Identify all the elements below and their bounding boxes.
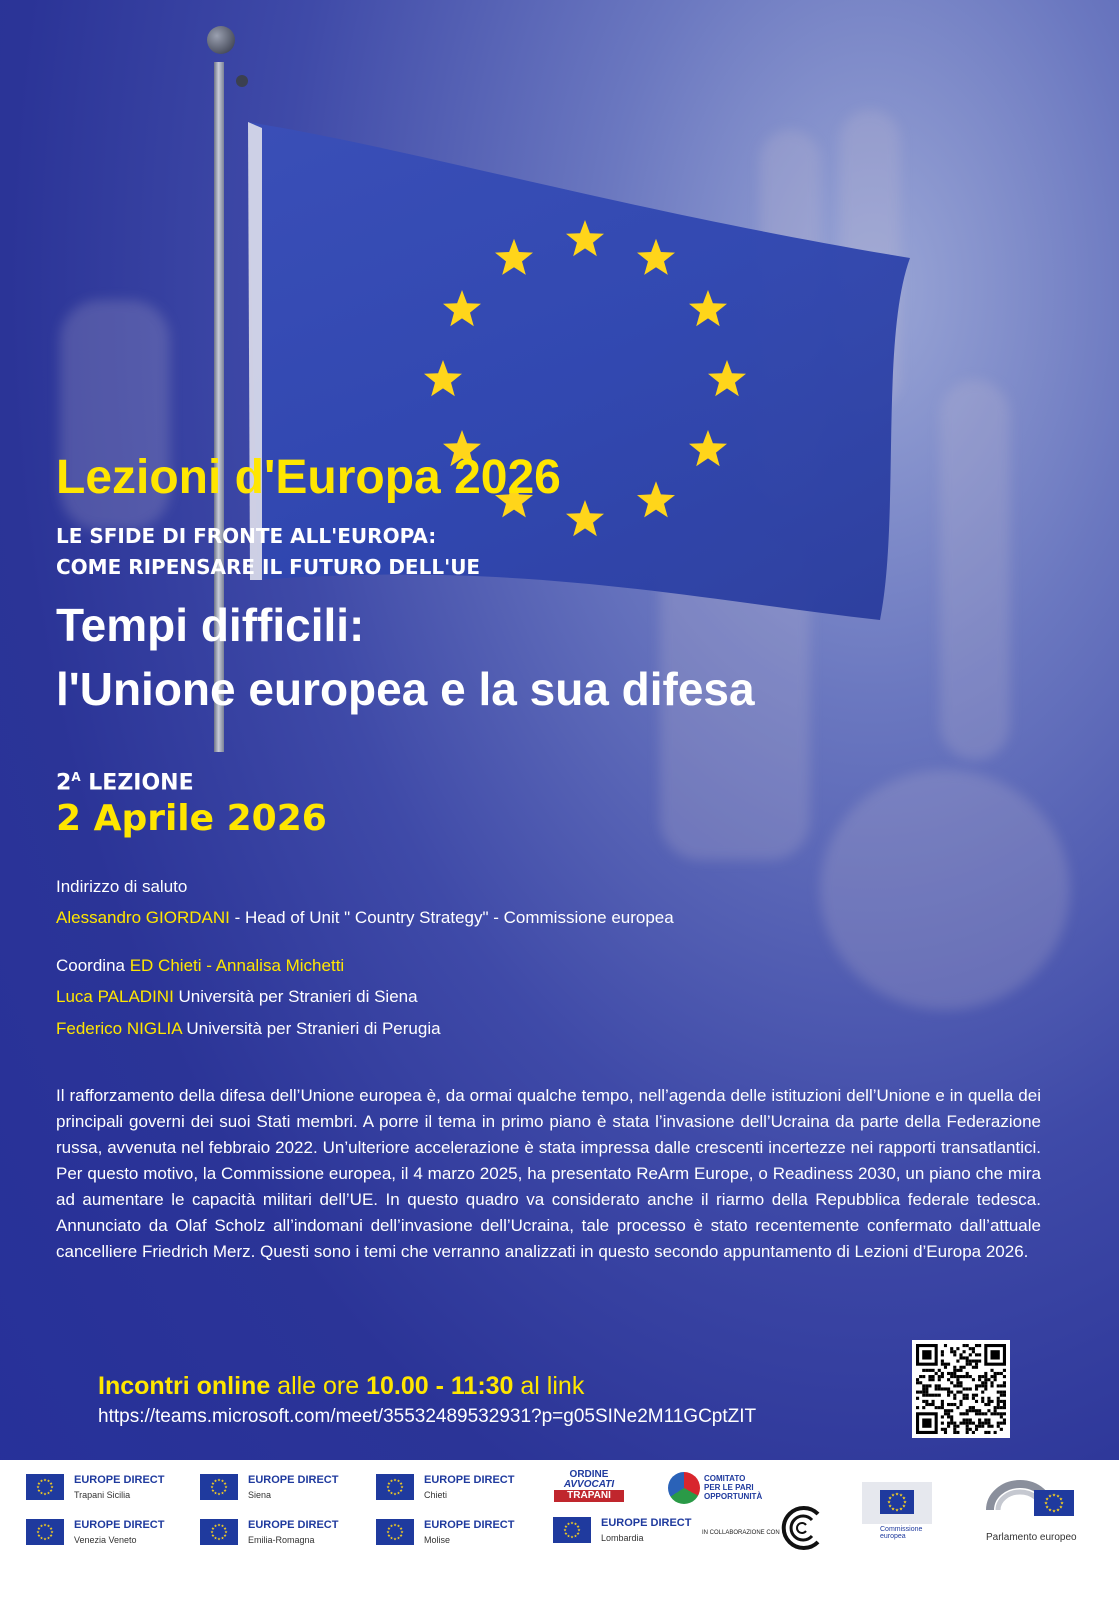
eu-mini-star (397, 1524, 400, 1527)
eu-mini-star (37, 1527, 40, 1530)
eu-mini-star (221, 1537, 224, 1540)
eu-flag-icon (553, 1517, 591, 1543)
eu-flag-icon (26, 1519, 64, 1545)
greeting-label: Indirizzo di saluto (56, 877, 188, 896)
eu-mini-star (397, 1537, 400, 1540)
eu-mini-star (221, 1479, 224, 1482)
lesson-headline-line2: l'Unione europea e la sua difesa (56, 663, 755, 715)
lesson-headline-line1: Tempi difficili: (56, 599, 365, 651)
eu-mini-star (218, 1478, 221, 1481)
eu-mini-star (214, 1479, 217, 1482)
eu-mini-star (51, 1530, 54, 1533)
eu-mini-star (387, 1530, 390, 1533)
eu-mini-star (574, 1522, 577, 1525)
eu-mini-star (387, 1485, 390, 1488)
eu-mini-star (225, 1485, 228, 1488)
comitato-logo-icon (668, 1472, 700, 1504)
teams-meeting-link[interactable]: https://teams.microsoft.com/meet/35532489532931?p=g05SINe2M11GCptZIT (98, 1406, 757, 1427)
description-paragraph: Il rafforzamento della difesa dell’Unione europea è, da ormai qualche tempo, nell’agenda delle istituzioni dell’Unione e in quella dei principali governi dei suoi Stati membri. A porre il tema in primo piano è stata l’invasione dell’Ucraina da parte della Federazione russa, avvenuta nel febbraio 2022. Un’ulteriore accelerazione è stata impressa dalle crescenti incertezze nei rapporti transatlantici. Per questo motivo, la Commissione europea, il 4 marzo 2025, ha presentato ReArm Europe, o Readiness 2030, un piano che mira ad aumentare le capacità militari dell’UE. In questo quadro va considerato anche il riarmo della Repubblica federale tedesca. Annunciato da Olaf Scholz all’indomani dell’invasione dell’Ucraina, tale processo è stato recentemente confermato dall’attuale cancelliere Friedrich Merz. Questi sono i temi che verranno analizzati in questo secondo appuntamento di Lezioni d’Europa 2026. (56, 1086, 1041, 1261)
eu-mini-star (564, 1528, 567, 1531)
poster-title: Lezioni d'Europa 2026 (56, 451, 561, 504)
eu-mini-star (211, 1534, 214, 1537)
eu-mini-star (574, 1535, 577, 1538)
lesson-date: 2 Aprile 2026 (56, 798, 327, 839)
eu-mini-star (47, 1479, 50, 1482)
eu-mini-star (564, 1532, 567, 1535)
eu-mini-star (401, 1485, 404, 1488)
parlamento-europeo-logo-icon (984, 1476, 1080, 1526)
eu-mini-star (50, 1489, 53, 1492)
eu-mini-star (214, 1537, 217, 1540)
eu-mini-star (564, 1525, 567, 1528)
institution-logo-icon (778, 1504, 826, 1552)
europe-direct-logo: EUROPE DIRECT Trapani Sicilia (26, 1474, 164, 1501)
eu-mini-star (47, 1537, 50, 1540)
ordine-avvocati-logo: ORDINE AVVOCATI TRAPANI (554, 1470, 624, 1502)
speaker-niglia: Federico NIGLIA Università per Stranieri di Perugia (56, 1019, 441, 1038)
eu-flag-icon (376, 1474, 414, 1500)
europe-direct-logo: EUROPE DIRECT Lombardia (553, 1517, 691, 1544)
europe-direct-logo: EUROPE DIRECT Venezia Veneto (26, 1519, 164, 1546)
eu-mini-star (387, 1482, 390, 1485)
eu-mini-star (387, 1534, 390, 1537)
eu-mini-star (224, 1489, 227, 1492)
eu-mini-star (211, 1482, 214, 1485)
eu-mini-star (577, 1525, 580, 1528)
eu-mini-star (211, 1527, 214, 1530)
eu-mini-star (571, 1521, 574, 1524)
eu-mini-star (224, 1482, 227, 1485)
eu-mini-star (211, 1530, 214, 1533)
eu-mini-star (37, 1534, 40, 1537)
greeting-speaker: Alessandro GIORDANI - Head of Unit " Country Strategy" - Commissione europea (56, 908, 674, 927)
eu-mini-star (50, 1527, 53, 1530)
qr-code-icon[interactable] (912, 1340, 1010, 1438)
eu-mini-star (40, 1537, 43, 1540)
eu-mini-star (37, 1530, 40, 1533)
eu-mini-star (400, 1534, 403, 1537)
europe-direct-logo: EUROPE DIRECT Chieti (376, 1474, 514, 1501)
speaker-paladini: Luca PALADINI Università per Stranieri di Siena (56, 987, 418, 1006)
eu-mini-star (390, 1524, 393, 1527)
eu-mini-star (394, 1523, 397, 1526)
eu-mini-star (578, 1528, 581, 1531)
eu-mini-star (387, 1527, 390, 1530)
europe-direct-logo: EUROPE DIRECT Siena (200, 1474, 338, 1501)
eu-mini-star (44, 1492, 47, 1495)
eu-mini-star (47, 1524, 50, 1527)
eu-mini-star (218, 1537, 221, 1540)
eu-mini-star (225, 1530, 228, 1533)
eu-mini-star (400, 1527, 403, 1530)
footer-logos (0, 1460, 1119, 1600)
eu-mini-star (37, 1485, 40, 1488)
eu-mini-star (224, 1534, 227, 1537)
eu-mini-star (47, 1492, 50, 1495)
eu-mini-star (40, 1492, 43, 1495)
commissione-europea-logo-icon (862, 1482, 932, 1524)
series-subtitle-line1: LE SFIDE DI FRONTE ALL'EUROPA: (56, 524, 437, 548)
eu-mini-star (51, 1485, 54, 1488)
eu-mini-star (37, 1489, 40, 1492)
lesson-number: $2^A$ LEZIONE (56, 770, 194, 796)
eu-mini-star (400, 1482, 403, 1485)
online-info: Incontri online alle ore 10.00 - 11:30 al link (98, 1372, 585, 1400)
eu-mini-star (394, 1478, 397, 1481)
eu-mini-star (577, 1532, 580, 1535)
collaboration-label: IN COLLABORAZIONE CON (702, 1530, 780, 1536)
eu-mini-star (218, 1492, 221, 1495)
eu-mini-star (44, 1537, 47, 1540)
eu-mini-star (40, 1524, 43, 1527)
eu-mini-star (387, 1489, 390, 1492)
eu-mini-star (400, 1489, 403, 1492)
eu-mini-star (567, 1535, 570, 1538)
eu-mini-star (37, 1482, 40, 1485)
eu-mini-star (211, 1489, 214, 1492)
background-head (820, 770, 1070, 1010)
eu-flag-icon (200, 1474, 238, 1500)
eu-mini-star (40, 1479, 43, 1482)
eu-flag-icon (200, 1519, 238, 1545)
comitato-logo-text: COMITATO PER LE PARI OPPORTUNITÀ (704, 1474, 763, 1501)
eu-mini-star (571, 1535, 574, 1538)
eu-flag-icon (26, 1474, 64, 1500)
eu-mini-star (221, 1492, 224, 1495)
eu-mini-star (401, 1530, 404, 1533)
eu-mini-star (397, 1492, 400, 1495)
eu-mini-star (390, 1479, 393, 1482)
eu-mini-star (211, 1485, 214, 1488)
eu-mini-star (50, 1534, 53, 1537)
series-subtitle-line2: COME RIPENSARE IL FUTURO DELL'UE (56, 555, 481, 579)
eu-mini-star (224, 1527, 227, 1530)
eu-mini-star (397, 1479, 400, 1482)
eu-mini-star (390, 1492, 393, 1495)
europe-direct-logo: EUROPE DIRECT Molise (376, 1519, 514, 1546)
eu-mini-star (394, 1492, 397, 1495)
eu-mini-star (44, 1523, 47, 1526)
commissione-europea-label: Commissione europea (880, 1526, 923, 1540)
eu-mini-star (50, 1482, 53, 1485)
eu-mini-star (394, 1537, 397, 1540)
parlamento-europeo-label: Parlamento europeo (986, 1532, 1077, 1543)
eu-mini-star (390, 1537, 393, 1540)
eu-mini-star (214, 1492, 217, 1495)
eu-mini-star (218, 1523, 221, 1526)
eu-mini-star (44, 1478, 47, 1481)
europe-direct-logo: EUROPE DIRECT Emilia-Romagna (200, 1519, 338, 1546)
eu-mini-star (214, 1524, 217, 1527)
eu-mini-star (567, 1522, 570, 1525)
eu-flag-icon (376, 1519, 414, 1545)
eu-mini-star (221, 1524, 224, 1527)
coordinator: Coordina ED Chieti - Annalisa Michetti (56, 956, 345, 975)
